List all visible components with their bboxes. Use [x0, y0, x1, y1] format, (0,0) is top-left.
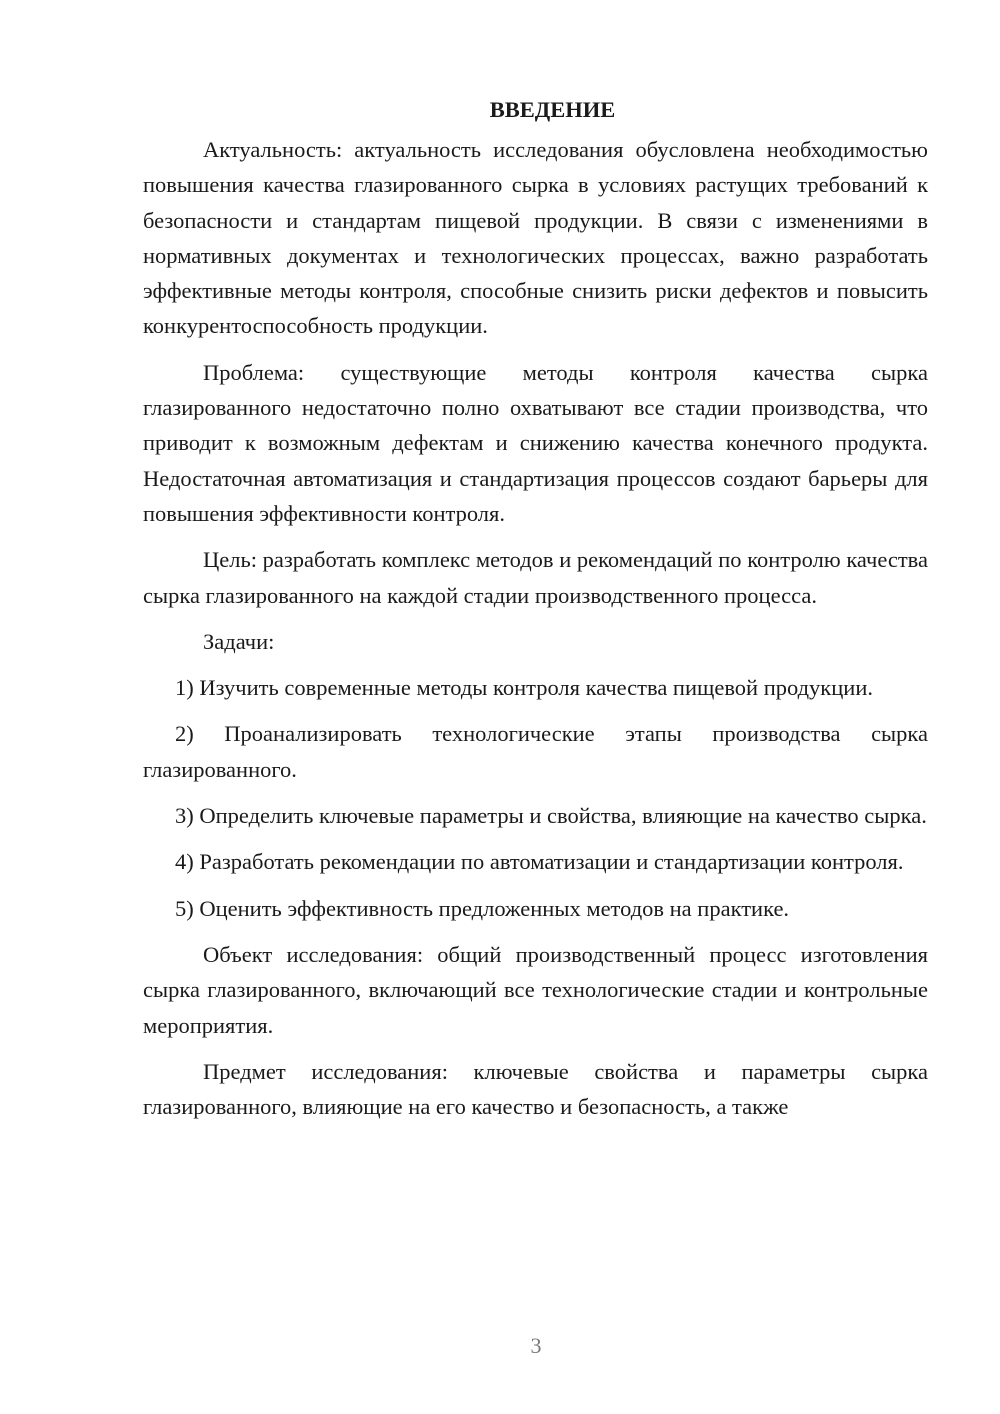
tasks-heading: Задачи: — [203, 628, 275, 654]
task-item-2: 2) Проанализировать технологические этапы производства сырка глазированного. — [143, 721, 928, 782]
problem-paragraph: Проблема: существующие методы контроля качества сырка глазированного недостаточно полно охватывают все стадии производства, что приводит к возможным дефектам и снижению качества конечного продукта. Недостаточная автоматизация и стандартизация процессов создают барьеры для повышения эффективности контроля. — [143, 359, 928, 526]
section-title: ВВЕДЕНИЕ — [489, 97, 616, 122]
task-item-1: 1) Изучить современные методы контроля качества пищевой продукции. — [175, 675, 873, 701]
task-item-3: 3) Определить ключевые параметры и свойства, влияющие на качество сырка. — [175, 803, 927, 829]
relevance-paragraph: Актуальность: актуальность исследования обусловлена необходимостью повышения качества глазированного сырка в условиях растущих требований к безопасности и стандартам пищевой продукции. В связи с изменениями в нормативных документах и технологических процессах, важно разработать эффективные методы контроля, способные снизить риски дефектов и повысить конкурентоспособность продукции. — [143, 137, 928, 339]
page-number: 3 — [530, 1333, 542, 1358]
task-item-4: 4) Разработать рекомендации по автоматизации и стандартизации контроля. — [175, 849, 904, 875]
task-item-5: 5) Оценить эффективность предложенных методов на практике. — [175, 895, 790, 921]
goal-paragraph: Цель: разработать комплекс методов и рекомендаций по контролю качества сырка глазированного на каждой стадии производственного процесса. — [143, 547, 928, 608]
document-body — [143, 92, 928, 1135]
subject-paragraph: Предмет исследования: ключевые свойства и параметры сырка глазированного, влияющие на его качество и безопасность, а также — [143, 1058, 928, 1120]
object-paragraph: Объект исследования: общий производственный процесс изготовления сырка глазированного, включающий все технологические стадии и контрольные мероприятия. — [143, 941, 928, 1038]
